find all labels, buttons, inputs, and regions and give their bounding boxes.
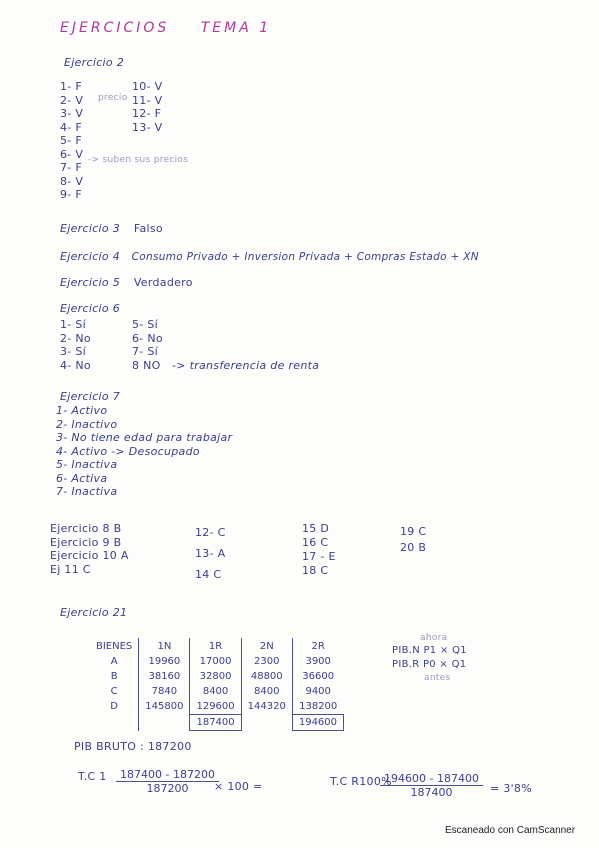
ej6-note: -> transferencia de renta — [172, 359, 320, 372]
ej3-line — [60, 222, 163, 235]
ej6-item: 1- Sí — [60, 318, 87, 331]
table-header: 2R — [292, 638, 343, 654]
ej-multi-item: 15 D — [302, 522, 330, 535]
table-cell: C — [110, 686, 118, 697]
total-2r: 194600 — [292, 715, 343, 731]
ej-multi-item: 17 - E — [302, 550, 336, 563]
table-cell: 7840 — [139, 684, 190, 699]
table-header: 2N — [241, 638, 292, 654]
ej5-heading: Ejercicio 5 — [60, 276, 121, 289]
ej6-item: 7- Sí — [132, 345, 159, 358]
ej7-heading: Ejercicio 7 — [60, 390, 121, 403]
ej2-col2 — [132, 80, 163, 134]
ej6-item: 4- No — [60, 358, 91, 372]
title-word-tema: TEMA 1 — [200, 20, 272, 36]
tc1-label: T.C 1 — [78, 770, 107, 783]
ej5-line — [60, 276, 193, 289]
ej6-heading: Ejercicio 6 — [60, 302, 121, 315]
ej2-item: 6- V — [60, 147, 84, 161]
note-antes: antes — [424, 673, 451, 683]
table-header-row — [90, 638, 344, 654]
total-1r: 187400 — [190, 715, 241, 731]
pib-bruto-line: PIB BRUTO : 187200 — [74, 740, 192, 753]
ej2-item: 10- V — [132, 80, 163, 93]
table-cell: 129600 — [190, 699, 241, 715]
table-row — [90, 684, 344, 699]
ej2-item: 1- F — [60, 80, 82, 93]
tc1-fraction — [116, 768, 219, 795]
table-cell: 144320 — [241, 699, 292, 715]
ej2-item: 3- V — [60, 107, 84, 120]
ej15-18-list — [302, 522, 336, 578]
ej-multi-item: 18 C — [302, 564, 329, 577]
table-header: 1R — [190, 638, 241, 654]
ej8-11-list — [50, 522, 129, 576]
ej2-item: 8- V — [60, 174, 84, 188]
table-cell: 2300 — [241, 654, 292, 669]
table-cell: 17000 — [190, 654, 241, 669]
ej6-col1 — [60, 318, 91, 372]
table-cell: B — [110, 671, 118, 682]
ej21-heading: Ejercicio 21 — [60, 606, 128, 619]
ej-multi-row: Ej 11 C — [50, 562, 91, 576]
table-cell: A — [110, 656, 118, 667]
formula-pib-n: PIB.N P1 × Q1 — [392, 645, 467, 656]
tc2-suffix: = 3'8% — [490, 782, 532, 795]
ej7-list — [56, 404, 232, 499]
table-cell: 19960 — [139, 654, 190, 669]
ej-multi-item: 19 C — [400, 525, 427, 538]
table-cell: 8400 — [241, 684, 292, 699]
ej7-item: 7- Inactiva — [56, 485, 118, 498]
table-header: 1N — [139, 638, 190, 654]
ej6-item: 2- No — [60, 331, 91, 345]
ej-multi-item: 16 C — [302, 536, 329, 549]
tc1-numerator: 187400 - 187200 — [116, 768, 219, 782]
table-cell: 145800 — [139, 699, 190, 715]
ej19-20-list — [400, 524, 426, 556]
ej2-item: 12- F — [132, 107, 162, 120]
ej-multi-row: Ejercicio 8 B — [50, 522, 122, 535]
note-ahora: ahora — [420, 633, 448, 643]
table-row — [90, 654, 344, 669]
ej2-item: 9- F — [60, 188, 82, 201]
table-cell: D — [110, 701, 118, 713]
ej7-item: 6- Activa — [56, 471, 108, 485]
ej2-item: 2- V — [60, 93, 84, 107]
ej6-item: 3- Sí — [60, 345, 87, 358]
formula-pib-r: PIB.R P0 × Q1 — [392, 659, 467, 670]
table-cell: 38160 — [139, 669, 190, 684]
ej7-item: 1- Activo — [56, 404, 108, 417]
tc1-denominator: 187200 — [146, 782, 189, 795]
ej6-item: 6- No — [132, 331, 163, 345]
ej2-item: 13- V — [132, 120, 163, 134]
ej-multi-item: 14 C — [195, 568, 222, 581]
table-row — [90, 699, 344, 715]
ej2-item: 4- F — [60, 120, 82, 134]
table-totals-row — [90, 715, 344, 731]
ej3-heading: Ejercicio 3 — [60, 222, 121, 235]
ej6-item: 5- Sí — [132, 318, 159, 331]
ej-multi-item: 20 B — [400, 541, 427, 554]
table-cell: 9400 — [292, 684, 343, 699]
table-cell: 36600 — [292, 669, 343, 684]
ej-multi-item: 13- A — [195, 547, 226, 560]
bienes-table — [90, 638, 344, 731]
ej2-col1 — [60, 80, 83, 202]
table-cell: 48800 — [241, 669, 292, 684]
ej5-answer: Verdadero — [133, 276, 193, 289]
tc2-fraction — [380, 772, 483, 799]
ej6-col2 — [132, 318, 163, 372]
ej4-answer: Consumo Privado + Inversion Privada + Compras Estado + XN — [131, 251, 479, 263]
title-word-ejercicios: EJERCICIOS — [60, 20, 170, 36]
tc2-denominator: 187400 — [410, 786, 453, 799]
table-cell: 138200 — [292, 699, 343, 715]
table-cell: 3900 — [292, 654, 343, 669]
ej2-item: 11- V — [132, 93, 163, 107]
tc2-numerator: 194600 - 187400 — [380, 772, 483, 786]
camscanner-footer: Escaneado con CamScanner — [445, 825, 576, 836]
ej4-heading: Ejercicio 4 — [60, 250, 121, 263]
ej2-note-precio: precio — [98, 93, 128, 103]
ej2-heading: Ejercicio 2 — [64, 56, 125, 69]
ej7-item: 2- Inactivo — [56, 417, 118, 431]
ej-multi-item: 12- C — [195, 526, 226, 539]
ej4-line — [60, 250, 479, 263]
table-header: BIENES — [96, 640, 133, 652]
tc2-label: T.C R100% — [330, 775, 392, 788]
ej3-answer: Falso — [133, 222, 163, 235]
ej7-item: 3- No tiene edad para trabajar — [56, 431, 233, 444]
table-cell: 8400 — [190, 684, 241, 699]
ej12-14-list — [195, 522, 226, 585]
ej7-item: 4- Activo -> Desocupado — [56, 444, 200, 458]
ej7-item: 5- Inactiva — [56, 458, 118, 471]
table-cell: 32800 — [190, 669, 241, 684]
ej6-item: 8 NO — [132, 358, 161, 372]
tc1-suffix: × 100 = — [214, 780, 263, 793]
table-row — [90, 669, 344, 684]
page-title — [60, 20, 295, 36]
ej2-item: 7- F — [60, 161, 82, 174]
ej-multi-row: Ejercicio 9 B — [50, 535, 122, 549]
ej-multi-row: Ejercicio 10 A — [50, 549, 129, 562]
ej2-note-suben: -> suben sus precios — [88, 155, 189, 165]
ej2-item: 5- F — [60, 134, 82, 147]
